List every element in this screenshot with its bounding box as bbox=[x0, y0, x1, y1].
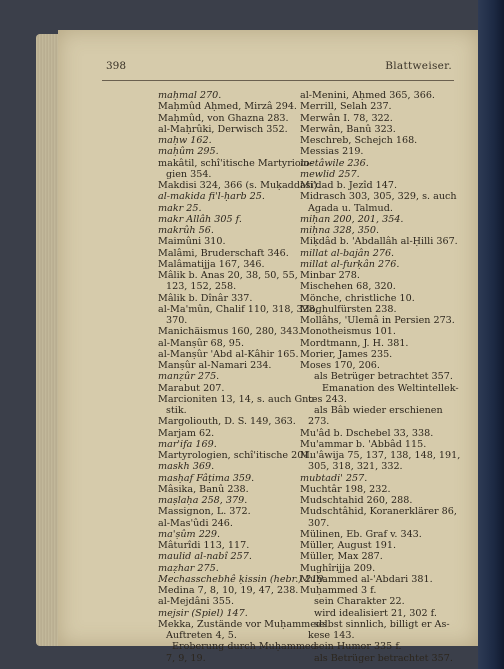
index-entry: Manṣûr al-Namari 234. bbox=[158, 360, 272, 371]
index-entry: makrûh 56. bbox=[158, 225, 214, 236]
index-entry: makr Allâh 305 f. bbox=[158, 213, 242, 225]
index-entry: Mudschtâhid, Koranerklärer 86, bbox=[300, 506, 457, 518]
index-entry: Messias 219. bbox=[300, 146, 364, 158]
index-entry: Mâlik b. Dînâr 337. bbox=[158, 292, 253, 304]
index-column-right bbox=[300, 90, 460, 664]
index-entry: 370. bbox=[166, 315, 188, 326]
index-entry: manẓûr 275. bbox=[158, 371, 220, 383]
index-entry: als Betrüger betrachtet 357. bbox=[314, 652, 453, 664]
index-entry: makâtil, schî'itische Martyriolo- bbox=[158, 157, 313, 169]
index-entry: Mechasschebhê ḳissin (hebr.) 219. bbox=[158, 573, 327, 585]
index-entry: sein Humor 335 f. bbox=[314, 641, 402, 653]
index-entry: Miḳdâd b. 'Abdallâh al-Ḥilli 367. bbox=[300, 236, 458, 248]
index-entry: Medina 7, 8, 10, 19, 47, 238. bbox=[158, 585, 299, 596]
running-header bbox=[102, 60, 454, 76]
index-entry: Massignon, L. 372. bbox=[158, 506, 251, 518]
index-entry: maskh 369. bbox=[158, 461, 215, 473]
index-entry: miḥan 200, 201, 354. bbox=[300, 213, 404, 225]
index-entry: Merrill, Selah 237. bbox=[300, 101, 392, 113]
index-entry: al-Mas'ûdi 246. bbox=[158, 517, 233, 529]
index-entry: Emanation des Weltintellek- bbox=[322, 382, 459, 394]
index-entry: Morier, James 235. bbox=[300, 348, 393, 360]
page-number: 398 bbox=[106, 60, 127, 72]
index-entry: Muḥammed 3 f. bbox=[300, 585, 377, 596]
index-entry: al-Manṣûr 68, 95. bbox=[158, 337, 245, 349]
index-entry: Marjam 62. bbox=[158, 427, 215, 439]
index-entry: masḥaf Fâṭima 359. bbox=[158, 472, 255, 484]
index-entry: metâwile 236. bbox=[300, 157, 369, 169]
index-entry: Maimûni 310. bbox=[158, 236, 226, 248]
index-entry: al-Manṣûr 'Abd al-Kâhir 165. bbox=[158, 348, 299, 360]
index-entry: Mi'dad b. Jezîd 147. bbox=[300, 180, 398, 191]
index-entry: Meschreb, Schejch 168. bbox=[300, 135, 418, 146]
index-entry: maḥw 162. bbox=[158, 135, 212, 146]
index-entry: Eroberung durch Muḥammed bbox=[172, 641, 317, 653]
index-entry: maẓhar 275. bbox=[158, 562, 219, 574]
index-entry: Mâlik b. Anas 20, 38, 50, 55, bbox=[158, 270, 298, 281]
index-entry: ma'ṣûm 229. bbox=[158, 528, 221, 540]
index-entry: Mughîrijja 209. bbox=[300, 562, 376, 574]
index-entry: Maḥmûd, von Ghazna 283. bbox=[158, 112, 289, 124]
index-entry: maḥmal 270. bbox=[158, 90, 222, 101]
index-entry: mewlid 257. bbox=[300, 168, 360, 180]
index-entry: 305, 318, 321, 332. bbox=[308, 461, 403, 473]
index-entry: Müller, August 191. bbox=[300, 540, 397, 551]
index-entry: Maḥmûd Aḥmed, Mirzâ 294. bbox=[158, 101, 297, 113]
index-entry: tes 243. bbox=[308, 393, 347, 405]
index-entry: sein Charakter 22. bbox=[314, 596, 405, 608]
index-entry: maḥûm 295. bbox=[158, 146, 219, 158]
index-entry: Malâmi, Bruderschaft 346. bbox=[158, 247, 289, 259]
index-entry: Muḥammed al-'Abdari 381. bbox=[300, 573, 433, 585]
header-rule bbox=[102, 80, 454, 81]
index-entry: kese 143. bbox=[308, 630, 355, 641]
index-entry: Mudschtahid 260, 288. bbox=[300, 495, 413, 506]
book-cover-edge bbox=[478, 0, 504, 669]
index-entry: Mu'ammar b. 'Abbâd 115. bbox=[300, 438, 427, 450]
index-entry: makr 25. bbox=[158, 202, 202, 214]
index-entry: selbst sinnlich, billigt er As- bbox=[314, 618, 450, 630]
index-entry: millat al-bajân 276. bbox=[300, 247, 395, 259]
index-entry: Agada u. Talmud. bbox=[308, 202, 393, 214]
index-entry: Mollâhs, 'Ulemâ in Persien 273. bbox=[300, 315, 455, 326]
index-entry: al-Menini, Aḥmed 365, 366. bbox=[300, 90, 435, 101]
index-entry: 7, 9, 19. bbox=[166, 652, 206, 664]
index-entry: Mordtmann, J. H. 381. bbox=[300, 337, 409, 349]
index-entry: Müller, Max 287. bbox=[300, 551, 383, 563]
index-entry: Monotheismus 101. bbox=[300, 326, 396, 338]
index-entry: maulid al-nabî 257. bbox=[158, 551, 252, 563]
index-entry: Auftreten 4, 5. bbox=[166, 630, 237, 641]
index-entry: 273. bbox=[308, 416, 330, 428]
index-entry: al-Ma'mûn, Chalif 110, 318, 328, bbox=[158, 303, 318, 315]
index-entry: miḥna 328, 350. bbox=[300, 225, 380, 236]
index-entry: al-Mejdâni 355. bbox=[158, 596, 235, 608]
index-entry: maṣlaḥa 258, 379. bbox=[158, 495, 248, 506]
index-entry: als Bâb wieder erschienen bbox=[314, 405, 443, 416]
index-entry: stik. bbox=[166, 405, 187, 416]
index-entry: Margoliouth, D. S. 149, 363. bbox=[158, 416, 296, 428]
index-entry: Moses 170, 206. bbox=[300, 360, 380, 371]
index-entry: als Betrüger betrachtet 357. bbox=[314, 371, 453, 383]
index-entry: Mekka, Zustände vor Muḥammeds bbox=[158, 618, 328, 630]
index-entry: mar'ifa 169. bbox=[158, 438, 217, 450]
index-entry: Merwân, Banû 323. bbox=[300, 123, 396, 135]
index-entry: Mu'âd b. Dschebel 33, 338. bbox=[300, 427, 434, 439]
index-entry: Makdisi 324, 366 (s. Muḳaddasi). bbox=[158, 180, 321, 191]
index-entry: Mu'âwija 75, 137, 138, 148, 191, bbox=[300, 450, 461, 461]
index-entry: Mülinen, Eb. Graf v. 343. bbox=[300, 528, 422, 540]
index-entry: Merwân I. 78, 322. bbox=[300, 112, 393, 124]
index-entry: 307. bbox=[308, 517, 330, 529]
index-entry: Malâmatijja 167, 346. bbox=[158, 258, 265, 270]
index-entry: Muchtâr 198, 232. bbox=[300, 483, 391, 495]
index-entry: Moghulfürsten 238. bbox=[300, 303, 397, 315]
index-entry: Mâturîdi 113, 117. bbox=[158, 540, 250, 551]
index-entry: mubtadi' 257. bbox=[300, 472, 368, 484]
index-entry: gien 354. bbox=[166, 168, 212, 180]
index-entry: Marcioniten 13, 14, s. auch Gno- bbox=[158, 393, 318, 405]
running-title: Blattweiser. bbox=[385, 60, 452, 72]
index-entry: Mâsika, Banû 238. bbox=[158, 483, 249, 495]
index-entry: al-makida fi'l-ḥarb 25. bbox=[158, 191, 265, 203]
index-entry: Martyrologien, schî'itische 201. bbox=[158, 450, 313, 461]
index-entry: Minbar 278. bbox=[300, 270, 360, 281]
index-entry: millat al-furḳân 276. bbox=[300, 258, 400, 270]
index-entry: Midrasch 303, 305, 329, s. auch bbox=[300, 191, 457, 203]
index-entry: 123, 152, 258. bbox=[166, 281, 237, 293]
index-entry: al-Maḥrûki, Derwisch 352. bbox=[158, 123, 288, 135]
index-entry: Mischehen 68, 320. bbox=[300, 281, 396, 293]
index-entry: Marabut 207. bbox=[158, 382, 225, 394]
index-entry: Mönche, christliche 10. bbox=[300, 292, 415, 304]
index-entry: Manichäismus 160, 280, 343. bbox=[158, 326, 302, 338]
index-entry: wird idealisiert 21, 302 f. bbox=[314, 607, 437, 619]
index-entry: mejsir (Spiel) 147. bbox=[158, 607, 248, 619]
